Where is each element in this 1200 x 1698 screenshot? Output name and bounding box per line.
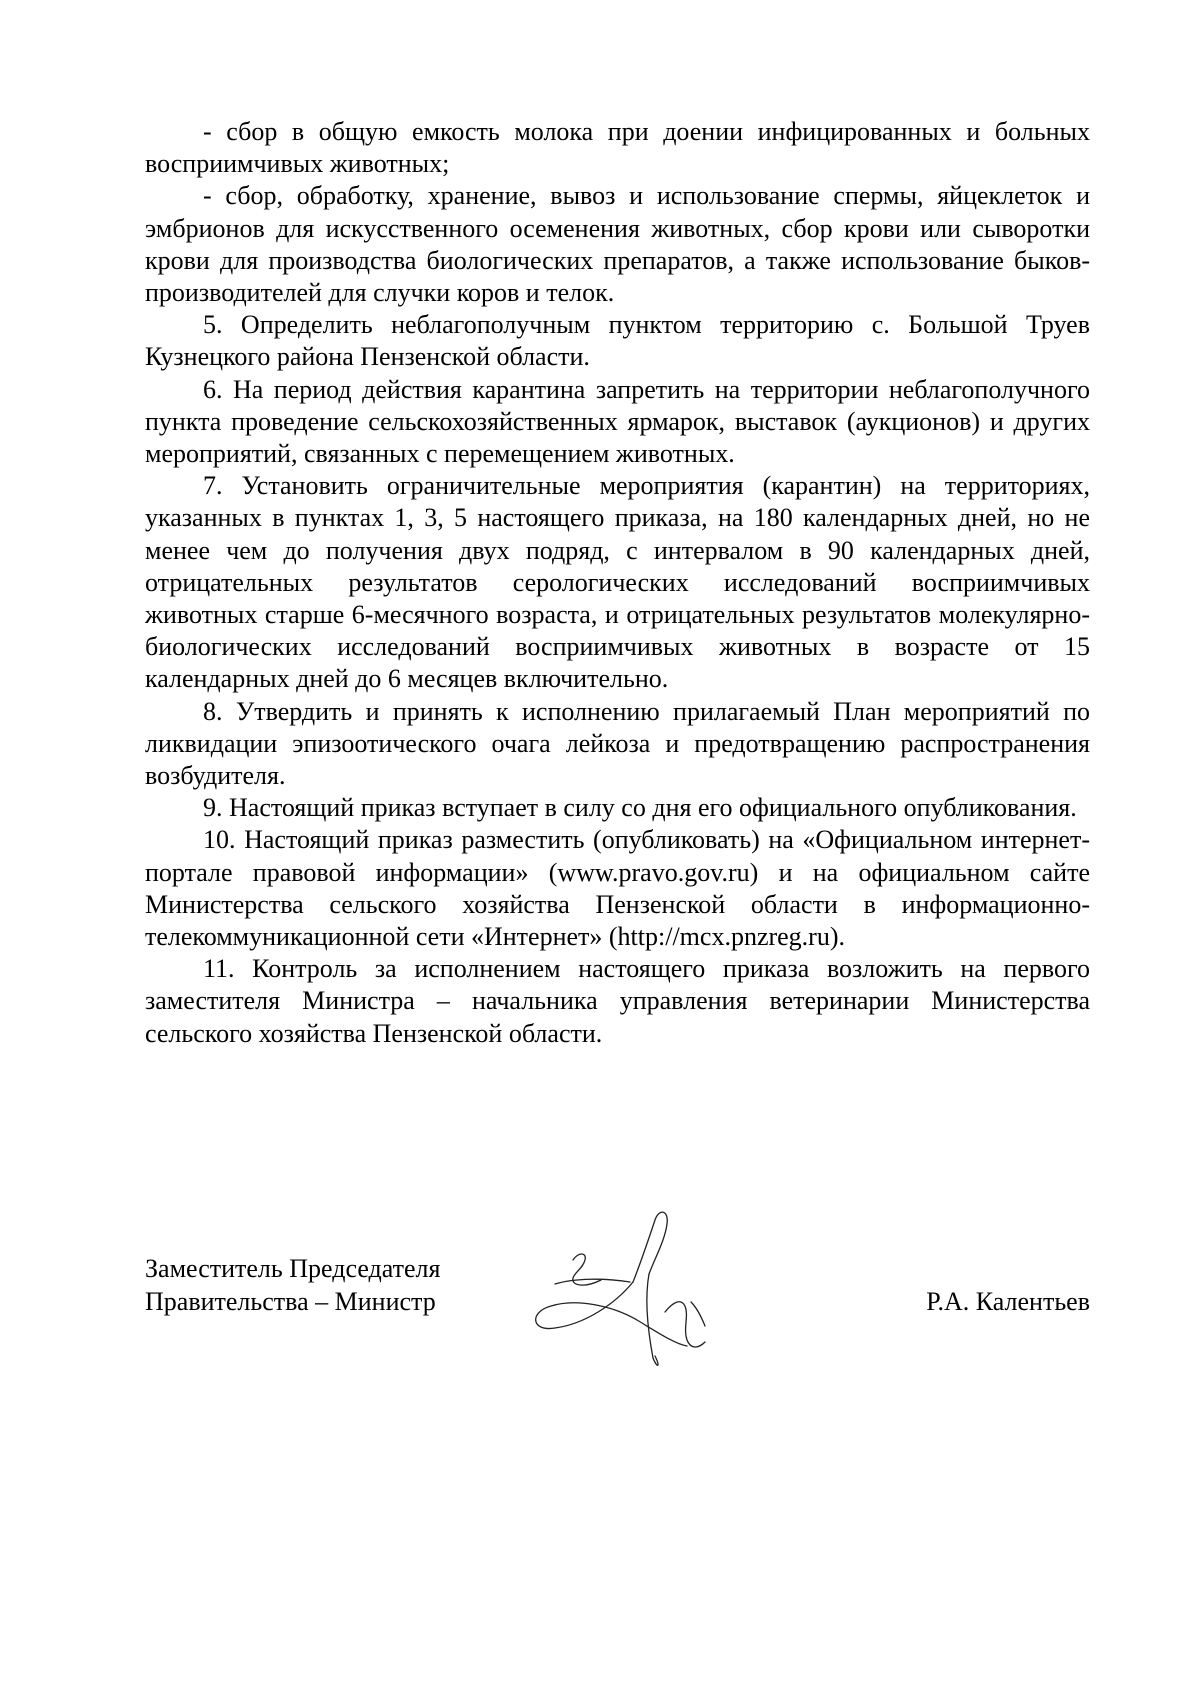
- paragraph-item-9: 9. Настоящий приказ вступает в силу со дня его официального опубликования.: [203, 793, 1077, 823]
- document-body: [145, 116, 1090, 1050]
- paragraph-milk-collection-ban: - сбор в общую емкость молока при доении инфицированных и больных восприимчивых животных;: [145, 117, 1090, 179]
- signatory-position: [145, 1252, 505, 1318]
- signatory-name: Р.А. Калентьев: [926, 1287, 1090, 1316]
- paragraph-item-6: 6. На период действия карантина запретить на территории неблагополучного пункта проведение сельскохозяйственных ярмарок, выставок (аукционов) и других мероприятий, связанных с перемещением животных.: [145, 374, 1090, 469]
- paragraph-item-10: 10. Настоящий приказ разместить (опубликовать) на «Официальном интернет-портале правовой информации» (www.pravo.gov.ru) и на официальном сайте Министерства сельского хозяйства Пензенской области в информационно-телекоммуникационной сети «Интернет» (http://mcx.pnzreg.ru).: [145, 825, 1090, 952]
- signatory-position-line-1: Заместитель Председателя: [145, 1254, 441, 1283]
- paragraph-item-7: 7. Установить ограничительные мероприятия (карантин) на территориях, указанных в пунктах 1, 3, 5 настоящего приказа, на 180 календарных дней, но не менее чем до получения двух подряд, с интервалом в 90 календарных дней, отрицательных результатов серологических исследований восприимчивых животных старше 6-месячного возраста, и отрицательных результатов молекулярно-биологических исследований восприимчивых животных в возрасте от 15 календарных дней до 6 месяцев включительно.: [145, 471, 1090, 694]
- paragraph-sperm-embryo-ban: - сбор, обработку, хранение, вывоз и использование спермы, яйцеклеток и эмбрионов для искусственного осеменения животных, сбор крови или сыворотки крови для производства биологических препаратов, а также использование быков-производителей для случки коров и телок.: [145, 181, 1090, 308]
- paragraph-item-11: 11. Контроль за исполнением настоящего приказа возложить на первого заместителя Министра – начальника управления ветеринарии Министерства сельского хозяйства Пензенской области.: [145, 954, 1090, 1048]
- paragraph-item-8: 8. Утвердить и принять к исполнению прилагаемый План мероприятий по ликвидации эпизоотического очага лейкоза и предотвращению распространения возбудителя.: [145, 696, 1090, 791]
- signature-block: [145, 1252, 1090, 1402]
- handwritten-signature: [515, 1208, 745, 1373]
- signatory-position-line-2: Правительства – Министр: [145, 1287, 436, 1316]
- paragraph-item-5: 5. Определить неблагополучным пунктом территорию с. Большой Труев Кузнецкого района Пензенской области.: [145, 310, 1090, 372]
